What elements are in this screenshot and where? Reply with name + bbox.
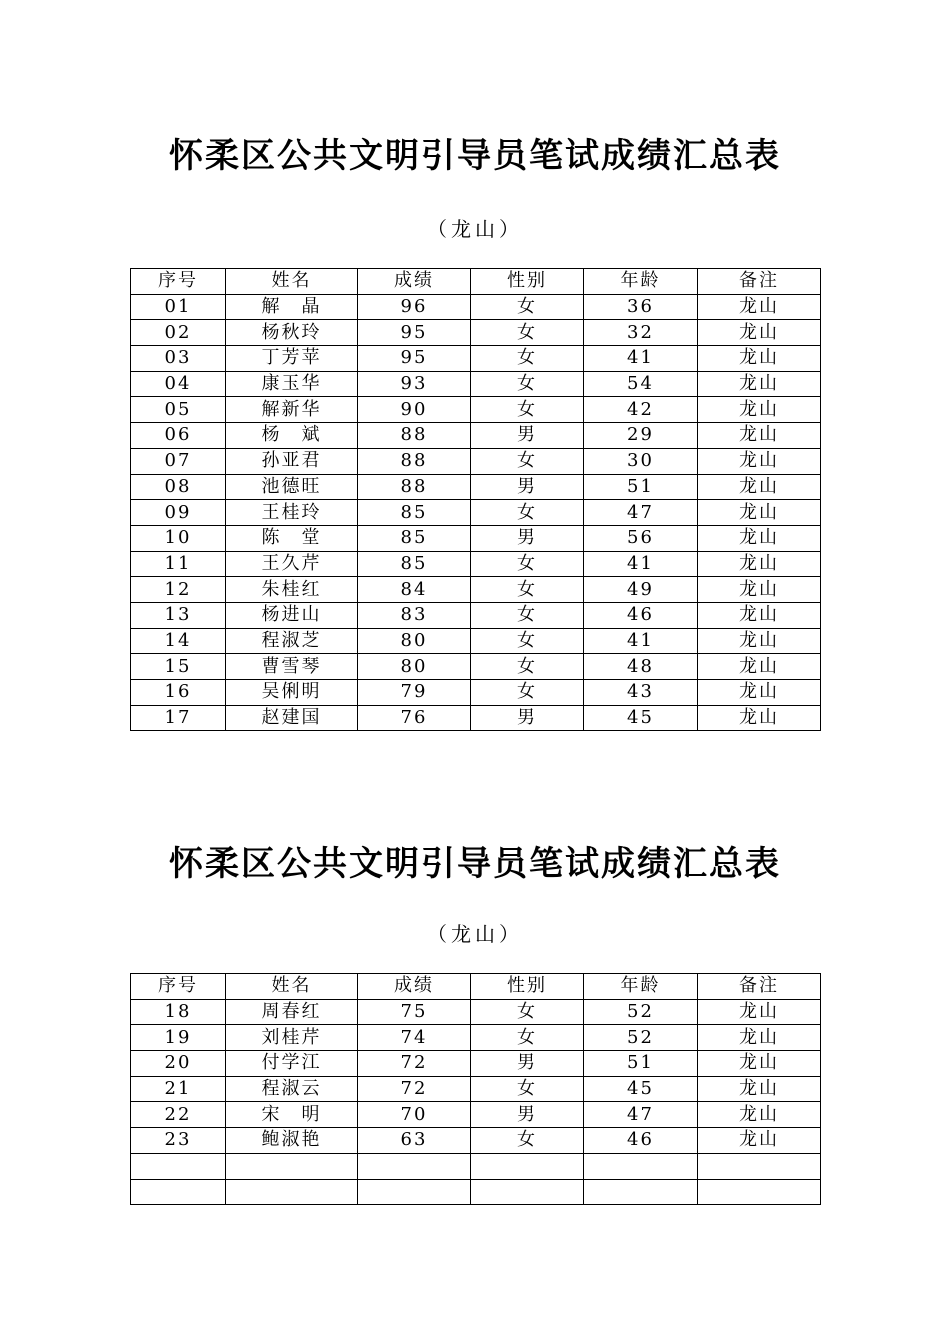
header-row xyxy=(131,974,821,1000)
cell-remark: 龙山 xyxy=(698,1102,821,1128)
table-row xyxy=(131,628,821,654)
cell-age: 42 xyxy=(584,397,698,423)
cell-index: 06 xyxy=(131,423,226,449)
cell-age xyxy=(584,1179,698,1205)
cell-score: 88 xyxy=(358,474,471,500)
cell-index: 07 xyxy=(131,448,226,474)
col-header-index: 序号 xyxy=(131,974,226,1000)
table-row xyxy=(131,1128,821,1154)
table-row xyxy=(131,474,821,500)
cell-name: 鲍淑艳 xyxy=(226,1128,358,1154)
cell-gender: 女 xyxy=(471,628,584,654)
cell-remark: 龙山 xyxy=(698,371,821,397)
cell-age: 41 xyxy=(584,551,698,577)
section-2-title: 怀柔区公共文明引导员笔试成绩汇总表 xyxy=(169,844,781,884)
cell-remark: 龙山 xyxy=(698,294,821,320)
cell-index: 21 xyxy=(131,1076,226,1102)
cell-index: 13 xyxy=(131,602,226,628)
table-row xyxy=(131,500,821,526)
cell-gender: 女 xyxy=(471,1025,584,1051)
cell-remark: 龙山 xyxy=(698,654,821,680)
cell-gender: 女 xyxy=(471,397,584,423)
cell-gender: 女 xyxy=(471,320,584,346)
cell-gender: 男 xyxy=(471,1102,584,1128)
cell-name: 杨秋玲 xyxy=(226,320,358,346)
cell-remark: 龙山 xyxy=(698,628,821,654)
cell-age: 29 xyxy=(584,423,698,449)
cell-name: 周春红 xyxy=(226,999,358,1025)
cell-gender: 女 xyxy=(471,577,584,603)
cell-gender: 男 xyxy=(471,474,584,500)
table-row xyxy=(131,397,821,423)
cell-gender: 男 xyxy=(471,1051,584,1077)
cell-remark: 龙山 xyxy=(698,423,821,449)
cell-score: 74 xyxy=(358,1025,471,1051)
cell-score: 95 xyxy=(358,320,471,346)
table-row xyxy=(131,1025,821,1051)
col-header-gender: 性别 xyxy=(471,269,584,295)
cell-index xyxy=(131,1179,226,1205)
cell-score xyxy=(358,1179,471,1205)
cell-remark: 龙山 xyxy=(698,1051,821,1077)
cell-age: 48 xyxy=(584,654,698,680)
cell-remark: 龙山 xyxy=(698,500,821,526)
col-header-gender: 性别 xyxy=(471,974,584,1000)
cell-gender: 女 xyxy=(471,654,584,680)
cell-age: 45 xyxy=(584,705,698,731)
cell-age: 41 xyxy=(584,628,698,654)
table-row xyxy=(131,371,821,397)
table-row xyxy=(131,1179,821,1205)
cell-index: 03 xyxy=(131,346,226,372)
cell-name: 杨 斌 xyxy=(226,423,358,449)
cell-gender: 男 xyxy=(471,705,584,731)
cell-index: 22 xyxy=(131,1102,226,1128)
cell-remark xyxy=(698,1179,821,1205)
cell-score: 76 xyxy=(358,705,471,731)
cell-name: 王久芹 xyxy=(226,551,358,577)
header-row xyxy=(131,269,821,295)
cell-score: 83 xyxy=(358,602,471,628)
cell-age: 51 xyxy=(584,1051,698,1077)
cell-index: 11 xyxy=(131,551,226,577)
cell-remark: 龙山 xyxy=(698,397,821,423)
cell-age: 45 xyxy=(584,1076,698,1102)
cell-age: 30 xyxy=(584,448,698,474)
cell-name: 康玉华 xyxy=(226,371,358,397)
cell-age: 46 xyxy=(584,602,698,628)
cell-gender: 女 xyxy=(471,346,584,372)
cell-name: 刘桂芹 xyxy=(226,1025,358,1051)
cell-age: 54 xyxy=(584,371,698,397)
cell-score: 63 xyxy=(358,1128,471,1154)
section-1-title: 怀柔区公共文明引导员笔试成绩汇总表 xyxy=(169,136,781,176)
cell-name: 解新华 xyxy=(226,397,358,423)
cell-gender: 女 xyxy=(471,999,584,1025)
cell-score: 93 xyxy=(358,371,471,397)
cell-age: 46 xyxy=(584,1128,698,1154)
table-row xyxy=(131,680,821,706)
table-row xyxy=(131,1102,821,1128)
cell-gender: 女 xyxy=(471,294,584,320)
cell-index: 15 xyxy=(131,654,226,680)
cell-name: 王桂玲 xyxy=(226,500,358,526)
cell-name: 陈 堂 xyxy=(226,525,358,551)
table-row xyxy=(131,525,821,551)
cell-age: 47 xyxy=(584,500,698,526)
cell-score: 70 xyxy=(358,1102,471,1128)
cell-name: 朱桂红 xyxy=(226,577,358,603)
cell-gender: 女 xyxy=(471,680,584,706)
cell-remark: 龙山 xyxy=(698,705,821,731)
cell-name: 吴俐明 xyxy=(226,680,358,706)
table-row xyxy=(131,654,821,680)
cell-age: 47 xyxy=(584,1102,698,1128)
cell-index: 14 xyxy=(131,628,226,654)
cell-score: 72 xyxy=(358,1051,471,1077)
cell-gender: 女 xyxy=(471,448,584,474)
cell-gender: 女 xyxy=(471,551,584,577)
col-header-remark: 备注 xyxy=(698,269,821,295)
cell-gender: 女 xyxy=(471,371,584,397)
table-row xyxy=(131,602,821,628)
cell-score: 75 xyxy=(358,999,471,1025)
cell-remark: 龙山 xyxy=(698,1076,821,1102)
table-row xyxy=(131,423,821,449)
cell-index: 20 xyxy=(131,1051,226,1077)
table-row xyxy=(131,1076,821,1102)
cell-score: 85 xyxy=(358,551,471,577)
cell-index: 19 xyxy=(131,1025,226,1051)
cell-name: 程淑芝 xyxy=(226,628,358,654)
table-row xyxy=(131,1153,821,1179)
cell-age: 49 xyxy=(584,577,698,603)
cell-index: 18 xyxy=(131,999,226,1025)
cell-age: 51 xyxy=(584,474,698,500)
cell-remark: 龙山 xyxy=(698,525,821,551)
cell-age: 52 xyxy=(584,999,698,1025)
cell-gender: 女 xyxy=(471,1076,584,1102)
cell-index: 17 xyxy=(131,705,226,731)
cell-score: 85 xyxy=(358,525,471,551)
cell-index: 08 xyxy=(131,474,226,500)
cell-remark: 龙山 xyxy=(698,320,821,346)
cell-name: 孙亚君 xyxy=(226,448,358,474)
cell-gender xyxy=(471,1153,584,1179)
cell-name: 杨进山 xyxy=(226,602,358,628)
table-row xyxy=(131,294,821,320)
cell-name: 池德旺 xyxy=(226,474,358,500)
cell-score: 80 xyxy=(358,654,471,680)
cell-score: 96 xyxy=(358,294,471,320)
table-row xyxy=(131,1051,821,1077)
cell-gender: 男 xyxy=(471,423,584,449)
table-row xyxy=(131,448,821,474)
cell-remark: 龙山 xyxy=(698,474,821,500)
col-header-age: 年龄 xyxy=(584,974,698,1000)
col-header-age: 年龄 xyxy=(584,269,698,295)
cell-remark: 龙山 xyxy=(698,346,821,372)
cell-score: 80 xyxy=(358,628,471,654)
grade-table-1 xyxy=(130,268,821,731)
col-header-name: 姓名 xyxy=(226,269,358,295)
col-header-index: 序号 xyxy=(131,269,226,295)
cell-score xyxy=(358,1153,471,1179)
table-row xyxy=(131,705,821,731)
cell-score: 79 xyxy=(358,680,471,706)
cell-score: 95 xyxy=(358,346,471,372)
cell-gender xyxy=(471,1179,584,1205)
cell-age: 43 xyxy=(584,680,698,706)
cell-name: 解 晶 xyxy=(226,294,358,320)
cell-name: 丁芳苹 xyxy=(226,346,358,372)
cell-name xyxy=(226,1179,358,1205)
cell-age: 36 xyxy=(584,294,698,320)
cell-score: 88 xyxy=(358,448,471,474)
cell-score: 88 xyxy=(358,423,471,449)
cell-gender: 女 xyxy=(471,1128,584,1154)
cell-index: 02 xyxy=(131,320,226,346)
cell-age: 56 xyxy=(584,525,698,551)
col-header-score: 成绩 xyxy=(358,269,471,295)
table-row xyxy=(131,577,821,603)
cell-index xyxy=(131,1153,226,1179)
cell-remark: 龙山 xyxy=(698,602,821,628)
cell-index: 23 xyxy=(131,1128,226,1154)
col-header-score: 成绩 xyxy=(358,974,471,1000)
cell-age xyxy=(584,1153,698,1179)
cell-index: 16 xyxy=(131,680,226,706)
cell-gender: 男 xyxy=(471,525,584,551)
cell-gender: 女 xyxy=(471,602,584,628)
cell-name xyxy=(226,1153,358,1179)
table-row xyxy=(131,320,821,346)
cell-remark: 龙山 xyxy=(698,577,821,603)
cell-name: 付学江 xyxy=(226,1051,358,1077)
table-row xyxy=(131,346,821,372)
table-row xyxy=(131,999,821,1025)
cell-index: 04 xyxy=(131,371,226,397)
cell-remark: 龙山 xyxy=(698,448,821,474)
cell-remark: 龙山 xyxy=(698,680,821,706)
cell-index: 09 xyxy=(131,500,226,526)
cell-name: 曹雪琴 xyxy=(226,654,358,680)
cell-age: 32 xyxy=(584,320,698,346)
cell-score: 84 xyxy=(358,577,471,603)
cell-age: 41 xyxy=(584,346,698,372)
cell-name: 宋 明 xyxy=(226,1102,358,1128)
cell-remark: 龙山 xyxy=(698,551,821,577)
cell-score: 90 xyxy=(358,397,471,423)
section-1-subtitle: （龙山） xyxy=(427,217,523,241)
cell-name: 程淑云 xyxy=(226,1076,358,1102)
cell-score: 72 xyxy=(358,1076,471,1102)
col-header-name: 姓名 xyxy=(226,974,358,1000)
col-header-remark: 备注 xyxy=(698,974,821,1000)
cell-index: 10 xyxy=(131,525,226,551)
cell-gender: 女 xyxy=(471,500,584,526)
cell-name: 赵建国 xyxy=(226,705,358,731)
cell-index: 05 xyxy=(131,397,226,423)
cell-index: 01 xyxy=(131,294,226,320)
cell-remark xyxy=(698,1153,821,1179)
section-2-subtitle: （龙山） xyxy=(427,922,523,946)
cell-remark: 龙山 xyxy=(698,1025,821,1051)
cell-age: 52 xyxy=(584,1025,698,1051)
cell-score: 85 xyxy=(358,500,471,526)
table-row xyxy=(131,551,821,577)
cell-remark: 龙山 xyxy=(698,999,821,1025)
grade-table-2 xyxy=(130,973,821,1205)
cell-index: 12 xyxy=(131,577,226,603)
cell-remark: 龙山 xyxy=(698,1128,821,1154)
